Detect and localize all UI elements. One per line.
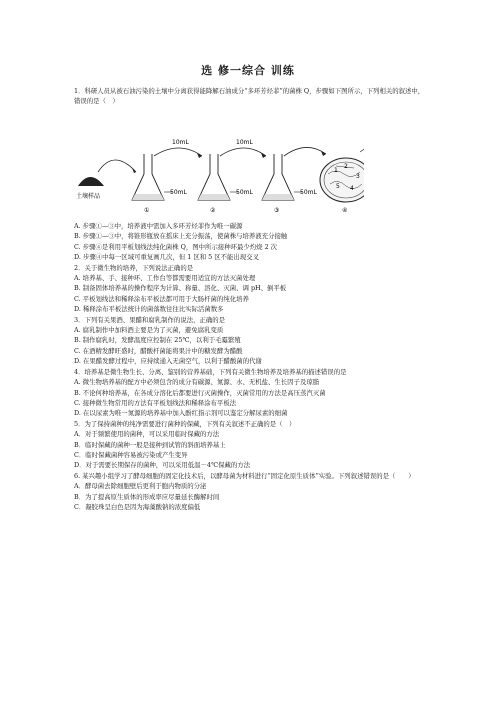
question-1 bbox=[74, 86, 430, 107]
question-3-stem: 3．下列有关果酒、果醋和腐乳制作的说法，正确的是 bbox=[74, 315, 226, 324]
flask-2 bbox=[198, 154, 238, 200]
arrow-flask-2-to-3 bbox=[220, 148, 266, 156]
volume-label-2: 50mL bbox=[236, 189, 253, 196]
zone-label-2: 2 bbox=[344, 163, 348, 170]
soil-pile-icon bbox=[78, 177, 104, 186]
petri-plate bbox=[320, 142, 364, 202]
q4-option-a: A. 微生物培养基的配方中必须包含的成分有碳源、氮源、水、无机盐、生长因子及琼脂 bbox=[74, 378, 320, 387]
arrow-flask-3-to-plate bbox=[284, 147, 326, 156]
q5-option-b: B．临时保藏的菌种一般是接种到试管的斜面培养基上 bbox=[74, 440, 226, 449]
zone-label-1: 1 bbox=[334, 167, 338, 174]
volume-label-1: 50mL bbox=[170, 189, 187, 196]
page-title: 选 修一综合 训练 bbox=[201, 64, 295, 77]
experiment-diagram bbox=[74, 138, 364, 216]
question-2-stem: 2．关于微生物的培养，下列说法正确的是 bbox=[74, 263, 194, 272]
experiment-figure bbox=[74, 138, 364, 216]
q3-option-c: C. 在酒精发酵旺盛时，醋酸杆菌能将果汁中的糖发酵为醋酸 bbox=[74, 346, 243, 355]
arrow-head-icon bbox=[132, 168, 136, 173]
step-label-4: ④ bbox=[342, 207, 348, 214]
q2-option-d: D. 稀释涂布平板法统计的菌落数往往比实际活菌数多 bbox=[74, 305, 224, 314]
arrow-soil-to-flask-1 bbox=[98, 160, 136, 172]
soil-label: 土壤样品 bbox=[76, 193, 101, 200]
arrow-flask-1-to-2 bbox=[154, 148, 202, 156]
q1-option-d: D. 步骤④中每一区域可重复画几次，但 1 区和 5 区不能出现交叉 bbox=[74, 253, 259, 262]
q6-option-b: B．为了提高原生质体的形成率应尽量延长酶解时间 bbox=[74, 492, 220, 501]
q4-option-d: D. 在以尿素为唯一氮源的培养基中加入酚红指示剂可以鉴定分解尿素的细菌 bbox=[74, 409, 288, 418]
question-list bbox=[74, 221, 430, 512]
q1-option-a: A. 步骤①—③中，培养液中需加入多环芳烃菲作为唯一碳源 bbox=[74, 222, 243, 230]
q3-option-d: D. 在果醋发酵过程中，应持续通入无菌空气，以利于醋酸菌的代谢 bbox=[74, 357, 262, 366]
transfer-label-1: 10mL bbox=[172, 139, 189, 146]
q2-option-a: A. 培养基、手、接种环、工作台等都需要用适宜的方法灭菌处理 bbox=[74, 274, 256, 283]
q5-option-a: A．对于频繁使用的菌种，可以采用临时保藏的方法 bbox=[74, 430, 220, 439]
question-5-stem: 5．为了保持菌种的纯净需要进行菌种的保藏，下列有关叙述不正确的是（ ） bbox=[74, 419, 296, 428]
volume-label-3: 50mL bbox=[300, 189, 317, 196]
step-label-3: ③ bbox=[274, 207, 280, 214]
q3-option-b: B. 制作腐乳时，发酵温度应控制在 25℃，以利于毛霉繁殖 bbox=[74, 336, 241, 345]
step-label-2: ② bbox=[210, 207, 216, 214]
question-6-stem: 6. 某兴趣小组学习了酵母细胞的固定化技术后，以酵母菌为材料进行“固定化原生质体”实验。下列叙述错误的是（ ） bbox=[74, 471, 415, 480]
flask-3 bbox=[262, 154, 302, 200]
flask-1 bbox=[132, 154, 172, 200]
q1-option-c: C. 步骤④是利用平板划线法纯化菌株 Q，图中所示接种环最少灼烧 2 次 bbox=[74, 242, 278, 251]
question-4-stem: 4．培养基是微生物生长、分离、鉴别的营养基础，下列有关微生物培养及培养基的描述错误的是 bbox=[74, 367, 347, 376]
step-label-1: ① bbox=[144, 207, 150, 214]
q1-option-b: B. 步骤①—③中，将锥形瓶放在摇床上充分振荡，使菌株与培养液充分接触 bbox=[74, 232, 288, 241]
q3-option-a: A. 腐乳制作中加料酒主要是为了灭菌，避免腐乳变质 bbox=[74, 326, 224, 335]
transfer-label-2: 10mL bbox=[236, 139, 253, 146]
question-1-stem: 1．科研人员从被石油污染的土壤中分离获得能降解石油成分“多环芳烃菲”的菌株 Q，步骤如下图所示，下列相关的叙述中，错误的是（ ） bbox=[74, 87, 425, 106]
q4-option-b: B. 不论何种培养基，在各成分溶化后都要进行灭菌操作，灭菌常用的方法是高压蒸汽灭菌 bbox=[74, 388, 326, 397]
q5-option-d: D．对于需要长期保存的菌种，可以采用低温－4℃保藏的方法 bbox=[74, 461, 251, 470]
q4-option-c: C. 接种微生物常用的方法有平板划线法和稀释涂布平板法 bbox=[74, 398, 237, 407]
q6-option-a: A．酵母菌去除细胞壁后更利于胞内物质的分泌 bbox=[74, 482, 207, 491]
q2-option-b: B. 制备固体培养基的操作程序为计算、称量、溶化、灭菌、调 pH、倒平板 bbox=[74, 284, 287, 293]
zone-label-3: 3 bbox=[356, 173, 360, 180]
q5-option-c: C．临时保藏菌种容易被污染或产生变异 bbox=[74, 450, 188, 459]
q6-option-c: C．凝胶珠呈白色是因为海藻酸钠的浓度偏低 bbox=[74, 502, 201, 511]
zone-label-4: 4 bbox=[350, 185, 354, 192]
zone-label-5: 5 bbox=[336, 183, 340, 190]
q2-option-c: C. 平板划线法和稀释涂布平板法都可用于大肠杆菌的纯化培养 bbox=[74, 294, 249, 303]
